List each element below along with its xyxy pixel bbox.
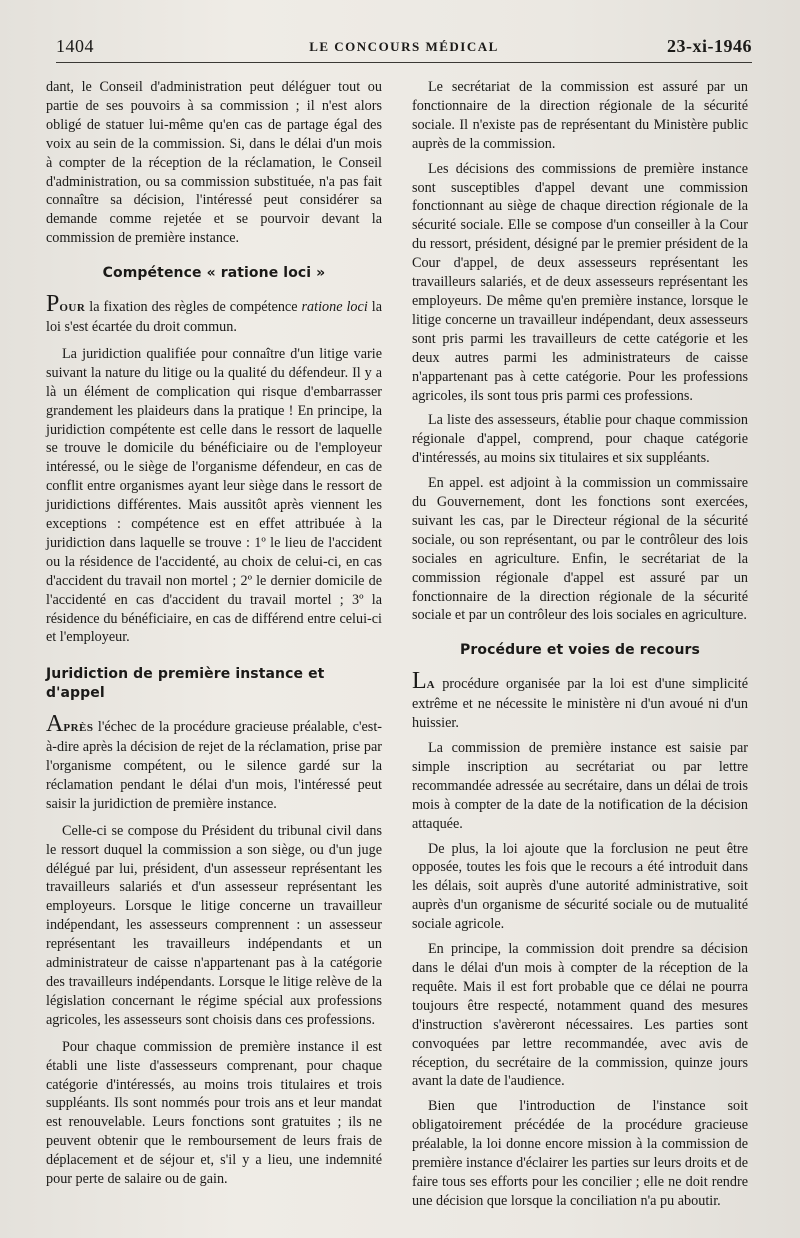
right-column [412,78,748,1211]
section-heading-juridiction: Juridiction de première instance et d'appel [46,666,325,702]
issue-date: 23-xi-1946 [667,36,752,56]
paragraph-lead [46,711,382,814]
section-heading-procedure: Procédure et voies de recours [460,642,700,659]
drop-cap: L [412,668,427,695]
text-segment: la fixation des règles de compétence [85,299,302,316]
paragraph: Celle-ci se compose du Président du tribunal civil dans le ressort duquel la commission a son siège, ou d'un juge délégué par lui, président, d'un assesseur représentant les travailleurs salariés et d'un assesseur représentant les employeurs. Lorsque le litige concerne un travailleur indépendant, les assesseurs comprennent : un assesseur représentant les travailleurs indépendants et un administrateur de caisse n'appartenant pas à la catégorie des travailleurs indépendants. Lorsque le litige relève de la législation concernant le régime spécial aux professions agricoles, les assesseurs sont choisis dans ces professions. [46,822,382,1028]
journal-title: LE CONCOURS MÉDICAL [309,39,499,54]
paragraph-lead [412,668,748,733]
drop-cap: P [46,291,60,318]
paragraph: Le secrétariat de la commission est assuré par un fonctionnaire de la direction régionale de la sécurité sociale. Il n'existe pas de représentant du Ministère public auprès de la commission. [412,79,748,152]
paragraph: Les décisions des commissions de première instance sont susceptibles d'appel devant une commission fonctionnant au siège de chaque direction régionale de la sécurité sociale. Elle se compose d'un conseiller à la Cour du ressort, président, désigné par le premier président de la Cour d'appel, de deux assesseurs représentant les travailleurs salariés, et de deux assesseurs représentant les employeurs. De même qu'en première instance, lorsque le litige concerne un travailleur indépendant, deux assesseurs sont pris parmi les travailleurs de cette catégorie et les deux autres parmi les administrateurs de caisse n'appartenant pas à cette catégorie. Pour les professions agricoles, ils sont tous pris parmi ces professions. [412,160,748,404]
text-segment: la loi s'est écartée du droit commun. [46,299,382,335]
italic-term: ratione loci [301,299,368,316]
paragraph: La liste des assesseurs, établie pour chaque commission régionale d'appel, comprend, pour chaque catégorie d'intéressés, au moins six titulaires et six suppléants. [412,412,748,467]
paragraph: En principe, la commission doit prendre sa décision dans le délai d'un mois à compter de la réception de la requête. Mais il est fort probable que ce délai ne pourra toujours être respecté, notamment quand des mesures d'instruction s'avèreront nécessaires. Les parties sont convoquées par lettre recommandée, avec avis de réception, du secrétaire de la commission, quinze jours avant la date de l'audience. [412,941,748,1090]
paragraph: dant, le Conseil d'administration peut déléguer tout ou partie de ses pouvoirs à sa commission ; il n'est alors obligé de statuer lui-même qu'en cas de partage égal des voix au sein de la commission. Si, dans le délai d'un mois à compter de la réception de la réclamation, le Conseil d'administration, ou sa commission substituée, n'a pas fait connaître sa décision, l'intéressé peut considérer sa demande comme rejetée et se pourvoir devant la commission de première instance. [46,79,382,247]
paragraph: Pour chaque commission de première instance il est établi une liste d'assesseurs comprenant, pour chaque catégorie d'intéressés, au moins trois titulaires et trois suppléants. Ils sont nommés pour trois ans et leur mandat est renouvelable. Leurs fonctions sont gratuites ; ils ne peuvent obtenir que le remboursement de leurs frais de déplacement et de séjour et, s'il y a lieu, une indemnité pour perte de salaire ou de gain. [46,1038,382,1188]
running-header [56,36,752,60]
page-number: 1404 [56,36,94,56]
paragraph: La juridiction qualifiée pour connaître d'un litige varie suivant la nature du litige ou la qualité du défendeur. Il y a là un élément de complication qui risque d'embarrasser grandement les plaideurs dans la pratique ! En principe, la juridiction compétente est celle dans le ressort de laquelle se trouve le domicile du bénéficiaire ou de l'employeur intéressé, ou le siège de l'organisme défendeur, en cas de conflit entre organismes ayant leur siège dans le ressort de juridictions différentes. Mais aussitôt après viennent les exceptions : compétence est en effet attribuée à la juridiction dans laquelle se trouve : 1º le lieu de l'accident ou la résidence de l'accidenté, au choix de celui-ci, en cas d'accident du travail non mortel ; 2º le dernier domicile de l'accidenté en cas d'accident du travail mortel ; 3º la résidence du bénéficiaire, en cas de différend entre celui-ci et l'employeur. [46,345,382,646]
drop-cap: A [46,711,64,738]
left-column [46,78,382,1189]
paragraph: La commission de première instance est saisie par simple inscription au secrétariat ou par lettre recommandée adressée au secrétaire, dans un délai de trois mois à compter de la date de la notification de la décision attaquée. [412,740,748,832]
paragraph: Bien que l'introduction de l'instance soit obligatoirement précédée de la procédure gracieuse préalable, la loi donne encore mission à la commission de première instance d'éclairer les parties sur leurs droits et de faire tous ses efforts pour les concilier ; elle ne doit rendre une décision que lorsque la conciliation n'a pu aboutir. [412,1098,748,1209]
paragraph: En appel. est adjoint à la commission un commissaire du Gouvernement, dont les fonctions sont exercées, suivant les cas, par le Directeur régional de la sécurité sociale, ou son représentant, ou par le contrôleur des lois sociales en agriculture. Enfin, le secrétariat de la commission régionale d'appel est assuré par un fonctionnaire de la direction régionale de la sécurité sociale et par un contrôleur des lois sociales en agriculture. [412,475,748,624]
section-heading-competence: Compétence « ratione loci » [102,265,326,282]
text-segment: procédure organisée par la loi est d'une simplicité extrême et ne nécessite le ministère ni d'un avoué ni d'un huissier. [412,676,748,732]
paragraph-lead [46,291,382,337]
text-segment: l'échec de la procédure gracieuse préalable, c'est-à-dire après la décision de rejet de la réclamation, prise par l'organisme compétent, ou le silence gardé sur la réclamation pendant le délai d'un mois, l'intéressé peut saisir la juridiction de première instance. [46,719,382,812]
small-caps-word: OUR [59,302,86,315]
small-caps-word: A [426,679,436,692]
paragraph: De plus, la loi ajoute que la forclusion ne peut être opposée, toutes les fois que le recours a été introduit dans les délais, soit auprès d'une autorité administrative, soit auprès d'un organisme de sécurité sociale ou de mutualité sociale agricole. [412,840,748,933]
header-rule [56,62,752,63]
small-caps-word: PRÈS [63,722,94,735]
